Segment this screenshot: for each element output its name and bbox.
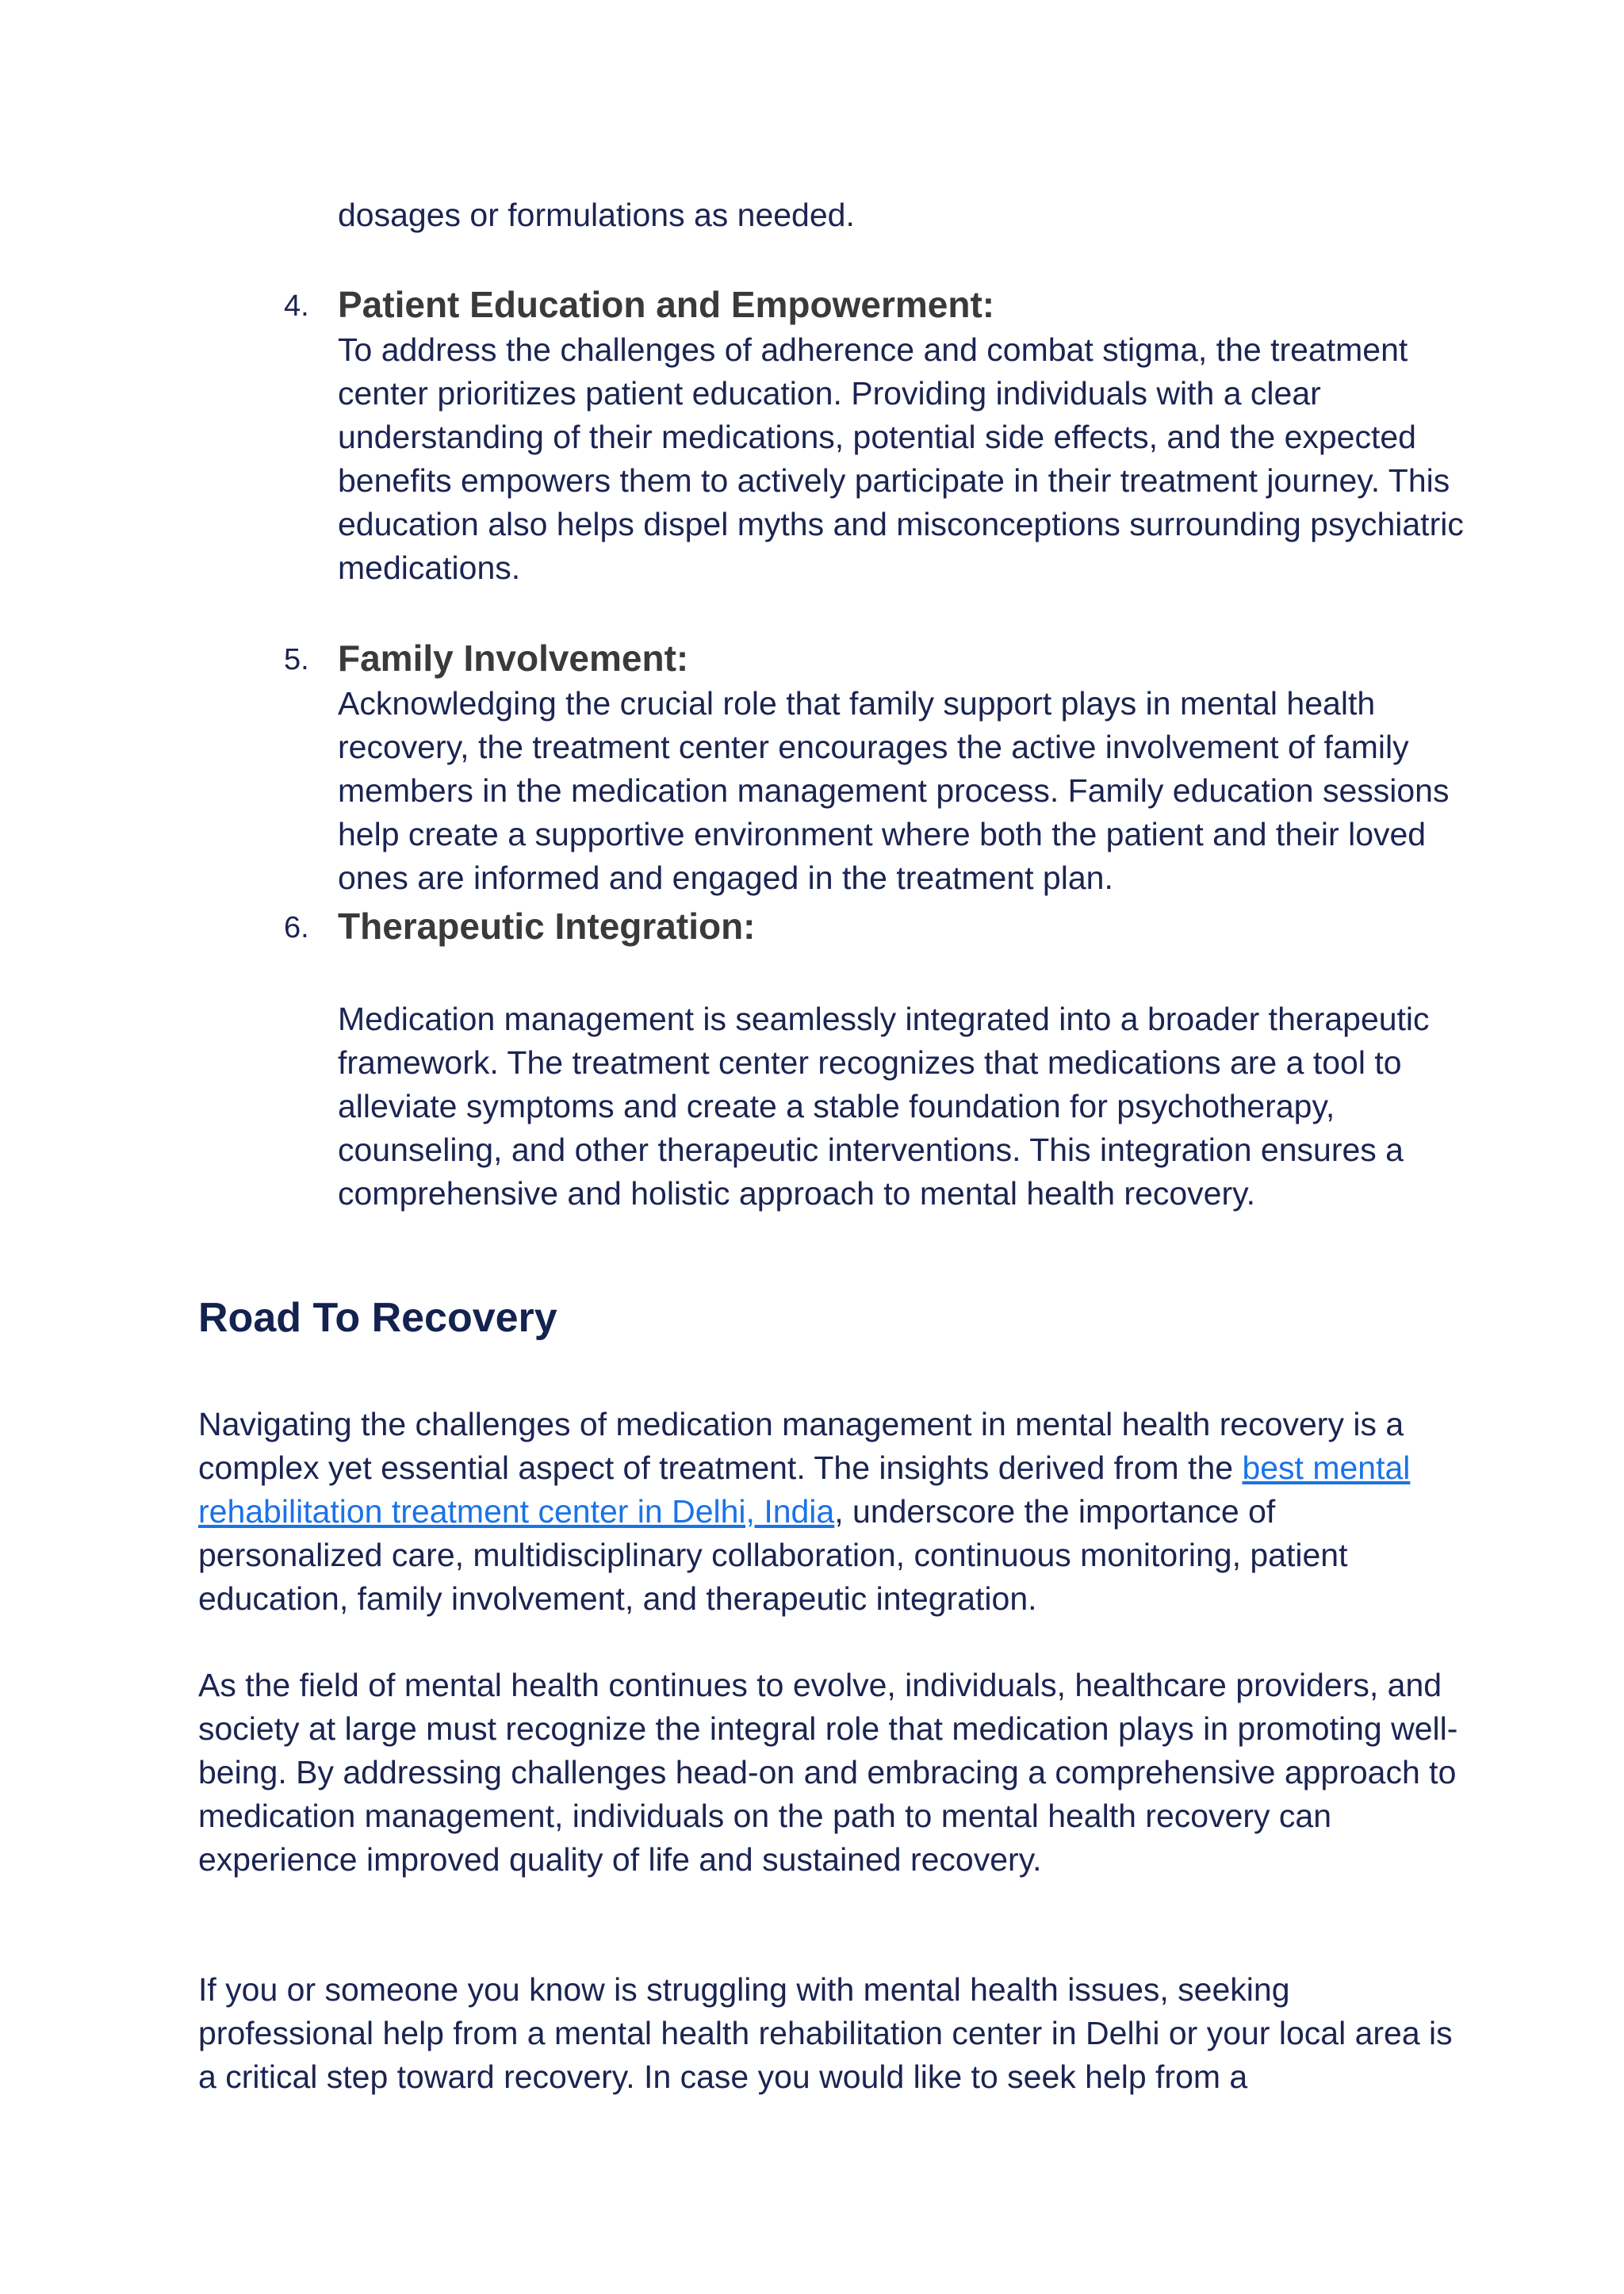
paragraph-navigating <box>198 1403 1459 1621</box>
paragraph-seek-help: If you or someone you know is struggling with mental health issues, seeking professional help from a mental health rehabilitation center in Delhi or your local area is a critical step toward recovery. In case you would like to seek help from a <box>198 1971 1453 2095</box>
section-heading-road-to-recovery: Road To Recovery <box>198 1295 557 1341</box>
paragraph-text: , underscore the importance of personalized care, multidisciplinary collaboration, continuous monitoring, patient education, family involvement, and therapeutic integration. <box>198 1493 1348 1617</box>
list-item-body: Medication management is seamlessly integrated into a broader therapeutic framework. The treatment center recognizes that medications are a tool to alleviate symptoms and create a stable foundation for psychotherapy, counseling, and other therapeutic interventions. This integration ensures a comprehensive and holistic approach to mental health recovery. <box>338 1001 1430 1212</box>
list-item-number: 4. <box>284 289 309 323</box>
rehab-center-link[interactable]: best mental rehabilitation treatment center in Delhi, India <box>198 1450 1411 1530</box>
list-item-title: Family Involvement: <box>338 638 689 679</box>
list-item-body: Acknowledging the crucial role that family support plays in mental health recovery, the treatment center encourages the active involvement of family members in the medication management process. Family education sessions help create a supportive environment where both the patient and their loved ones are informed and engaged in the treatment plan. <box>338 685 1450 896</box>
list-item-number: 5. <box>284 643 309 676</box>
list-item-number: 6. <box>284 911 309 944</box>
list-item-title: Therapeutic Integration: <box>338 906 756 947</box>
paragraph-text: Navigating the challenges of medication management in mental health recovery is a complex yet essential aspect of treatment. The insights derived from the <box>198 1406 1404 1486</box>
paragraph-field-evolves: As the field of mental health continues to evolve, individuals, healthcare providers, and society at large must recognize the integral role that medication plays in promoting well-being. By addressing challenges head-on and embracing a comprehensive approach to medication management, individuals on the path to mental health recovery can experience improved quality of life and sustained recovery. <box>198 1667 1458 1878</box>
list-item-body: To address the challenges of adherence and combat stigma, the treatment center prioritizes patient education. Providing individuals with a clear understanding of their medications, potential side effects, and the expected benefits empowers them to actively participate in their treatment journey. This education also helps dispel myths and misconceptions surrounding psychiatric medications. <box>338 331 1464 586</box>
list-item-title: Patient Education and Empowerment: <box>338 284 995 325</box>
continuation-text: dosages or formulations as needed. <box>338 197 855 233</box>
